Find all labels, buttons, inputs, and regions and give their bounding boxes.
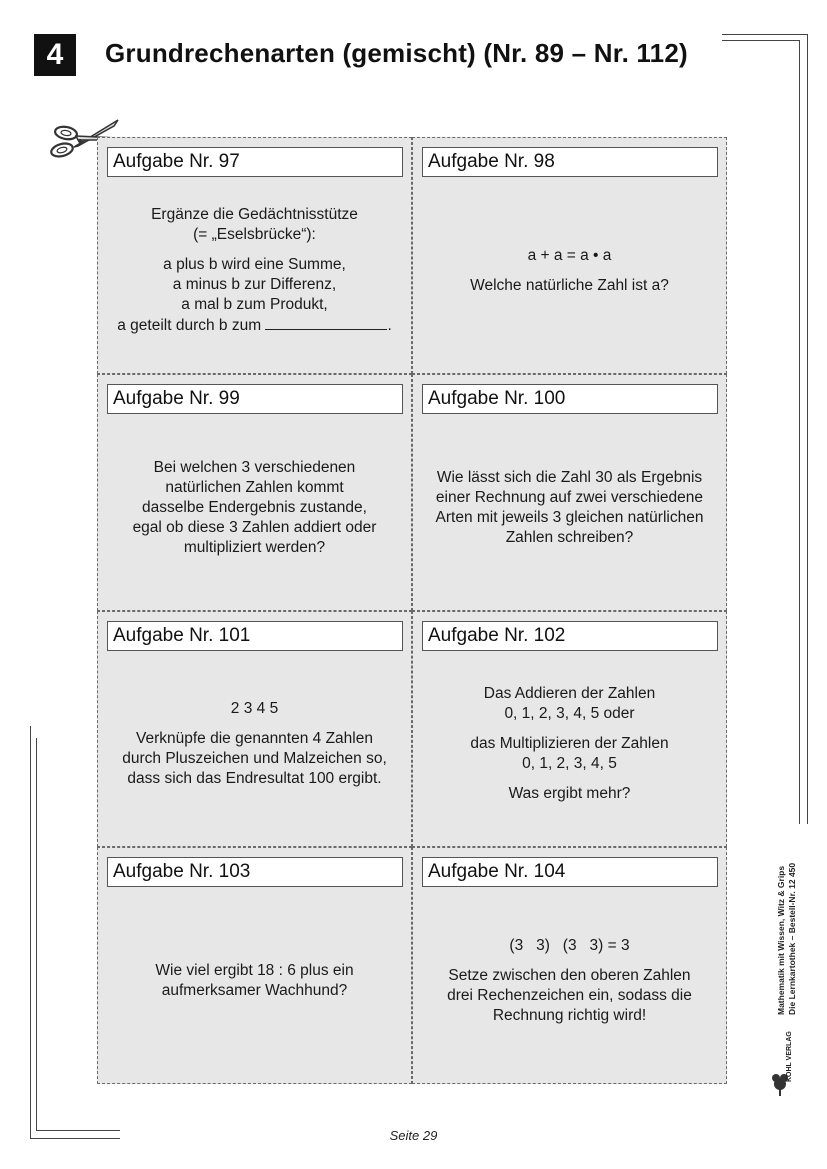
text-line: Wie viel ergibt 18 : 6 plus ein [155, 962, 354, 980]
text-line: Wie lässt sich die Zahl 30 als Ergebnis [436, 468, 703, 486]
text-line: Ergänze die Gedächtnisstütze [151, 206, 358, 224]
task-card-label: Aufgabe Nr. 100 [422, 384, 718, 414]
answer-blank [265, 315, 387, 330]
text-line: Was ergibt mehr? [508, 785, 631, 803]
text-line: a minus b zur Differenz, [172, 276, 337, 294]
task-card-99 [97, 374, 412, 611]
text-line: Rechnung richtig wird! [492, 1007, 647, 1025]
equation: a + a = a • a [527, 246, 612, 264]
text-line: a plus b wird eine Summe, [163, 256, 346, 274]
text-line: 0, 1, 2, 3, 4, 5 [522, 755, 617, 773]
frame-line-left-outer [30, 726, 31, 1138]
text-line: multipliziert werden? [183, 538, 326, 556]
frame-line-right-inner [799, 40, 800, 824]
text-line: das Multiplizieren der Zahlen [470, 735, 669, 753]
task-card-100 [412, 374, 727, 611]
tree-logo-icon [770, 1022, 798, 1098]
task-card-text [413, 887, 726, 1083]
text-line: 0, 1, 2, 3, 4, 5 oder [504, 705, 635, 723]
text-line: Verknüpfe die genannten 4 Zahlen [135, 730, 373, 748]
text-line: Bei welchen 3 verschiedenen [153, 458, 356, 476]
text-line: Arten mit jeweils 3 gleichen natürlichen [435, 508, 704, 526]
text-line: . [387, 317, 392, 335]
task-card-text [413, 414, 726, 610]
chapter-number-box [34, 34, 76, 76]
equation: (3 3) (3 3) = 3 [509, 937, 630, 955]
text-line: aufmerksamer Wachhund? [161, 982, 348, 1000]
text-line: dasselbe Endergebnis zustande, [142, 498, 367, 516]
task-card-label: Aufgabe Nr. 97 [107, 147, 403, 177]
task-card-text [413, 177, 726, 373]
text-line: a geteilt durch b zum [117, 317, 266, 335]
publisher-logo-text: KOHL VERLAG [786, 1031, 793, 1082]
task-card-text [98, 651, 411, 847]
text-line: einer Rechnung auf zwei verschiedene [435, 488, 704, 506]
publisher-info-line: Mathematik mit Wissen, Witz & Grips [776, 865, 786, 1015]
task-card-98 [412, 137, 727, 374]
task-card-text [98, 177, 411, 373]
task-card-text [98, 414, 411, 610]
frame-line-top-right [722, 34, 808, 35]
task-card-label: Aufgabe Nr. 104 [422, 857, 718, 887]
publisher-info-line: Die Lernkartothek – Bestell-Nr. 12 450 [787, 862, 797, 1015]
text-line: a mal b zum Produkt, [181, 296, 328, 314]
task-card-104 [412, 847, 727, 1084]
text-line: durch Pluszeichen und Malzeichen so, [122, 750, 387, 768]
text-line: Das Addieren der Zahlen [483, 685, 656, 703]
frame-line-left-inner [36, 738, 37, 1130]
task-card-text [413, 651, 726, 847]
task-card-label: Aufgabe Nr. 103 [107, 857, 403, 887]
number-sequence: 2 3 4 5 [230, 700, 279, 718]
task-card-text [98, 887, 411, 1083]
chapter-number: 4 [46, 38, 64, 71]
task-card-grid [97, 137, 727, 1084]
frame-line-top-right-inner [722, 40, 800, 41]
frame-line-right-outer [807, 34, 808, 824]
task-card-102 [412, 611, 727, 848]
task-card-label: Aufgabe Nr. 98 [422, 147, 718, 177]
page-title: Grundrechenarten (gemischt) (Nr. 89 – Nr. 112) [105, 38, 688, 68]
text-line: Welche natürliche Zahl ist a? [470, 276, 669, 294]
task-card-label: Aufgabe Nr. 102 [422, 621, 718, 651]
task-card-label: Aufgabe Nr. 99 [107, 384, 403, 414]
task-card-103 [97, 847, 412, 1084]
text-line: dass sich das Endresultat 100 ergibt. [127, 770, 382, 788]
text-line: (= „Eselsbrücke“): [193, 226, 316, 244]
fill-in-line [117, 315, 392, 336]
text-line: Setze zwischen den oberen Zahlen [448, 967, 691, 985]
text-line: drei Rechenzeichen ein, sodass die [447, 987, 692, 1005]
task-card-101 [97, 611, 412, 848]
publisher-info [776, 805, 798, 1015]
task-card-label: Aufgabe Nr. 101 [107, 621, 403, 651]
page-number: Seite 29 [389, 1128, 438, 1143]
text-line: egal ob diese 3 Zahlen addiert oder [132, 518, 377, 536]
task-card-97 [97, 137, 412, 374]
text-line: Zahlen schreiben? [505, 528, 634, 546]
text-line: natürlichen Zahlen kommt [165, 478, 344, 496]
